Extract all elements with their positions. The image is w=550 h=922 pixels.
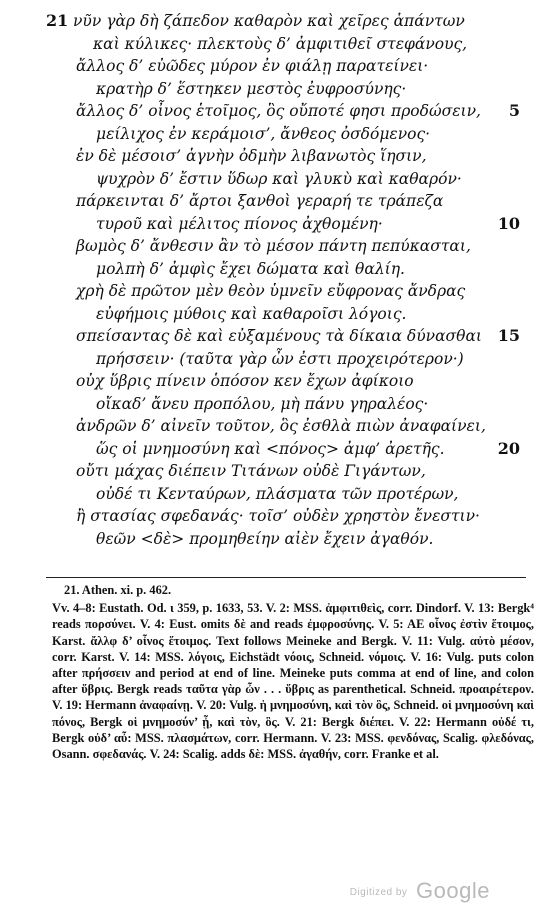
verse-text: νῦν γὰρ δὴ ζάπεδον καθαρὸν καὶ χεῖρες ἁπάντων [73,12,465,30]
verse-line [0,235,550,258]
verse-line [0,325,550,348]
google-watermark [350,878,490,904]
verse-line [0,168,550,191]
line-number: 10 [497,213,520,233]
verse-line [0,528,550,551]
verse-line [0,78,550,101]
apparatus-text: Vv. 4–8: Eustath. Od. ι 359, p. 1633, 53. V. 2: MSS. ἀμφιτιθεὶς, corr. Dindorf. V. 13: Bergk⁴ reads πορσύνει. V. 4: Eust. omits δὲ and reads ἐμφροσύνης. V. 5: AE οἶνος ἐστὶν ἕτοιμος, Karst. ἄλλφ δ’ οἶνος ἕτοιμος. Text follows Meineke and Bergk. V. 11: Vulg. αὐτὸ μέσον, corr. Karst. V. 14: MSS. λόγοις, Eichstädt νόοις, Schneid. νόμοις. V. 16: Vulg. puts colon after πρήσσειν and period at end of line. Meineke puts comma at end of line, and colon after ὕβρις. Bergk reads ταῦτα γὰρ ὦν . . . ὕβρις as parenthetical. Schneid. προαιρέτερον. V. 19: Hermann ἀναφαίνῃ. V. 20: Vulg. ἡ μνημοσύνη, καὶ τὸν ὃς, Schneid. οἱ μνημοσύνη καὶ πόνος, Bergk οἱ μνημοσύν’ ᾖ, καὶ τὸν, ὃς. V. 21: Bergk διέπει. V. 22: Hermann οὐδέ τι, Bergk οὐδ’ αὖ: MSS. πλασμάτων, corr. Hermann. V. 23: MSS. φενδόνας, Scalig. φλεδόνας, Osann. σφεδανάς. V. 24: Scalig. adds δὲ: MSS. ἀγαθήν, corr. Franke et al. [52,601,534,762]
poem-block [0,10,550,550]
verse-text: κρατὴρ δ’ ἕστηκεν μεστὸς ἐυφροσύνης· [96,79,407,98]
verse-text: θεῶν <δὲ> προμηθείην αἰὲν ἔχειν ἀγαθόν. [96,529,434,548]
verse-line [0,145,550,168]
verse-text: καὶ κύλικες· πλεκτοὺς δ’ ἀμφιτιθεῖ στεφάνους, [93,34,468,53]
verse-text: ἢ στασίας σφεδανάς· τοῖσ’ οὐδὲν χρηστὸν ἔνεστιν· [76,507,480,525]
verse-text: οἴκαδ’ ἄνευ προπόλου, μὴ πάνυ γηραλέος· [96,394,429,413]
verse-text: βωμὸς δ’ ἄνθεσιν ἂν τὸ μέσον πάντη πεπύκασται, [76,237,471,255]
verse-line [0,213,550,236]
verse-text: χρὴ δὲ πρῶτον μὲν θεὸν ὑμνεῖν εὔφρονας ἄνδρας [76,282,466,300]
verse-text: σπείσαντας δὲ καὶ εὐξαμένους τὰ δίκαια δύνασθαι [76,327,482,345]
verse-line [0,348,550,371]
verse-text: οὐδέ τι Κενταύρων, πλάσματα τῶν προτέρων, [96,484,459,503]
verse-line [0,505,550,528]
verse-text: ψυχρὸν δ’ ἔστιν ὕδωρ καὶ γλυκὺ καὶ καθαρόν· [96,169,462,188]
verse-line [0,258,550,281]
critical-apparatus [52,582,534,763]
verse-line [0,190,550,213]
watermark-brand: Google [416,878,490,903]
verse-line [0,303,550,326]
verse-text: οὔτι μάχας διέπειν Τιτάνων οὐδὲ Γιγάντων, [76,462,426,480]
line-number: 20 [497,438,520,458]
verse-text: ὥς οἱ μνημοσύνη καὶ <πόνος> ἀμφ’ ἀρετῆς. [96,439,445,458]
verse-line [0,393,550,416]
line-number: 5 [508,101,520,120]
verse-line [0,280,550,303]
footnote-divider [46,577,526,578]
verse-line [0,10,550,33]
verse-line [0,370,550,393]
verse-text: ἄλλος δ’ εὐῶδες μύρον ἐν φιάλῃ παρατείνει· [76,57,429,75]
verse-text: μείλιχος ἐν κεράμοισ’, ἄνθεος ὀσδόμενος· [96,124,431,143]
verse-text: οὐχ ὕβρις πίνειν ὁπόσον κεν ἔχων ἀφίκοιο [76,372,414,390]
fragment-number: 21 [46,11,69,30]
verse-text: πάρκεινται δ’ ἄρτοι ξανθοὶ γεραρή τε τράπεζα [76,192,444,210]
verse-text: τυροῦ καὶ μέλιτος πίονος ἀχθομένη· [96,214,383,233]
verse-text: πρήσσειν· (ταῦτα γὰρ ὦν ἐστι προχειρότερον·) [96,349,464,368]
verse-text: ἐν δὲ μέσοισ’ ἁγνὴν ὀδμὴν λιβανωτὸς ἵησιν, [76,147,427,165]
verse-line [0,415,550,438]
verse-line [0,100,550,123]
verse-line [0,483,550,506]
verse-text: ἀνδρῶν δ’ αἰνεῖν τοῦτον, ὃς ἐσθλὰ πιὼν ἀναφαίνει, [76,417,486,435]
verse-line [0,438,550,461]
verse-line [0,460,550,483]
verse-line [0,55,550,78]
verse-text: μολπὴ δ’ ἀμφὶς ἔχει δώματα καὶ θαλίη. [96,259,405,278]
verse-text: εὐφήμοις μύθοις καὶ καθαροῖσι λόγοις. [96,304,407,323]
line-number: 15 [497,326,520,345]
watermark-prefix: Digitized by [349,886,408,898]
verse-text: ἄλλος δ’ οἶνος ἑτοῖμος, ὃς οὔποτέ φησι προδώσειν, [76,102,481,120]
verse-line [0,123,550,146]
verse-line [0,33,550,56]
source-note: 21. Athen. xi. p. 462. [64,583,172,597]
